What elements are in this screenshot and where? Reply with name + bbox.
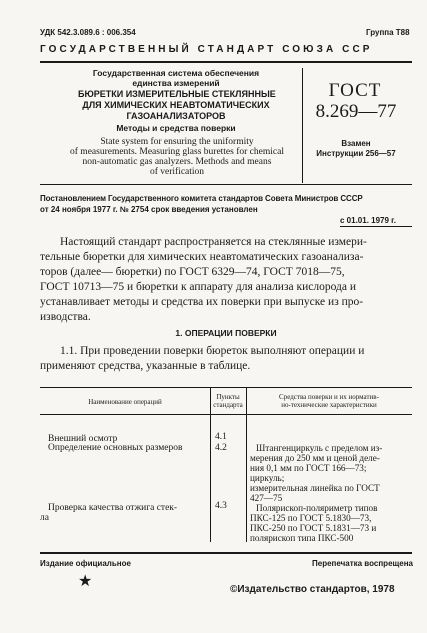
table-header-means-1: Средства поверки и их норматив- — [279, 393, 379, 401]
table-row-3-means-3: ПКС-250 по ГОСТ 5.1831—73 и — [250, 523, 377, 533]
copyright: ©Издательство стандартов, 1978 — [230, 584, 395, 595]
title-line-2: единства измерений — [132, 78, 220, 88]
title-line-5: ГАЗОАНАЛИЗАТОРОВ — [126, 111, 226, 121]
table-row-2-means-4: циркуль; — [250, 473, 285, 483]
table-row-2-means-5: измерительная линейка по ГОСТ — [250, 483, 380, 493]
replaces-doc: Инструкции 256—57 — [316, 149, 396, 158]
table-row-3-means-4: полярископ типа ПКС-500 — [250, 533, 354, 543]
title-en-line-4: of verification — [149, 167, 205, 177]
table-row-3-operation-1: Проверка качества отжига стек- — [48, 503, 178, 513]
reprint-notice: Перепечатка воспрещена — [312, 559, 413, 568]
standard-banner: ГОСУДАРСТВЕННЫЙ СТАНДАРТ СОЮЗА ССР — [40, 44, 373, 55]
table-row-3-means-2: ПКС-125 по ГОСТ 5.1830—73, — [250, 513, 372, 523]
title-line-6: Методы и средства поверки — [116, 123, 236, 133]
intro-line-5: устанавливает методы и средства их поверки при выпуске из про- — [40, 296, 364, 308]
table-row-2-means-2: мерения до 250 мм и ценой деле- — [250, 453, 380, 463]
table-row-3-means-1: Полярископ-поляриметр типов — [256, 503, 378, 513]
table-row-3-clause: 4.3 — [215, 501, 227, 511]
effective-date: с 01.01. 1979 г. — [340, 216, 396, 225]
title-line-1: Государственная система обеспечения — [92, 68, 260, 78]
intro-line-3: торов (далее— бюретки) по ГОСТ 6329—74, ГОСТ 7018—75, — [40, 266, 345, 278]
paragraph-1-1-line-2: применяют средства, указанные в таблице. — [40, 360, 251, 372]
table-row-2-means-6: 427—75 — [250, 493, 283, 503]
decree-line-2: от 24 ноября 1977 г. № 2754 срок введения установлен — [40, 205, 258, 214]
intro-line-1: Настоящий стандарт распространяется на стеклянные измери- — [60, 236, 367, 248]
replaces-label: Взамен — [341, 139, 371, 148]
paragraph-1-1-line-1: 1.1. При проведении поверки бюреток выполняют операции и — [60, 345, 365, 357]
date-underline — [340, 226, 412, 227]
udk-code: УДК 542.3.089.6 : 006.354 — [40, 28, 136, 37]
table-row-2-operation: Определение основных размеров — [48, 443, 183, 453]
table-row-1-operation: Внешний осмотр — [48, 434, 118, 444]
table-row-2-clause: 4.2 — [215, 443, 227, 453]
intro-line-6: изводства. — [40, 311, 91, 323]
title-en-line-3: non-automatic gas analyzers. Methods and means — [82, 157, 272, 167]
table-row-2-means-3: ния 0,1 мм по ГОСТ 166—73; — [250, 463, 367, 473]
table-row-2-means-1: Штангенциркуль с пределом из- — [256, 443, 383, 453]
official-edition: Издание официальное — [40, 559, 131, 568]
table-col-divider-1 — [210, 387, 211, 542]
header-divider — [40, 61, 412, 63]
table-row-1-clause: 4.1 — [215, 432, 227, 442]
table-header-operations: Наименование операций — [88, 398, 162, 406]
footer-divider — [40, 552, 412, 554]
title-separator — [302, 68, 303, 183]
section-heading: 1. ОПЕРАЦИИ ПОВЕРКИ — [175, 328, 277, 338]
table-header-border — [40, 414, 412, 415]
table-header-clauses-2: стандарта — [213, 401, 243, 409]
title-en-line-1: State system for ensuring the uniformity — [100, 137, 254, 147]
table-row-3-operation-2: ла — [40, 513, 49, 523]
title-line-3: БЮРЕТКИ ИЗМЕРИТЕЛЬНЫЕ СТЕКЛЯННЫЕ — [78, 89, 276, 99]
intro-line-4: ГОСТ 10713—75 и бюретки к аппарату для анализа кислорода и — [40, 281, 356, 293]
table-col-divider-2 — [246, 387, 247, 542]
table-header-means-2: но-технические характеристики — [281, 401, 377, 409]
group-label: Группа Т88 — [366, 28, 410, 37]
intro-line-2: тельные бюретки для химических неавтоматических газоанализа- — [40, 251, 364, 263]
gost-label: ГОСТ — [328, 80, 382, 101]
table-header-clauses-1: Пункты — [216, 393, 240, 401]
title-divider — [40, 184, 412, 185]
decree-line-1: Постановлением Государственного комитета стандартов Совета Министров СССР — [40, 194, 363, 203]
table-top-border — [40, 387, 412, 388]
star-icon: ★ — [78, 573, 93, 590]
gost-number: 8.269—77 — [315, 101, 397, 122]
title-en-line-2: of measurements. Measuring glass burettes for chemical — [70, 147, 284, 157]
title-line-4: ДЛЯ ХИМИЧЕСКИХ НЕАВТОМАТИЧЕСКИХ — [82, 100, 270, 110]
